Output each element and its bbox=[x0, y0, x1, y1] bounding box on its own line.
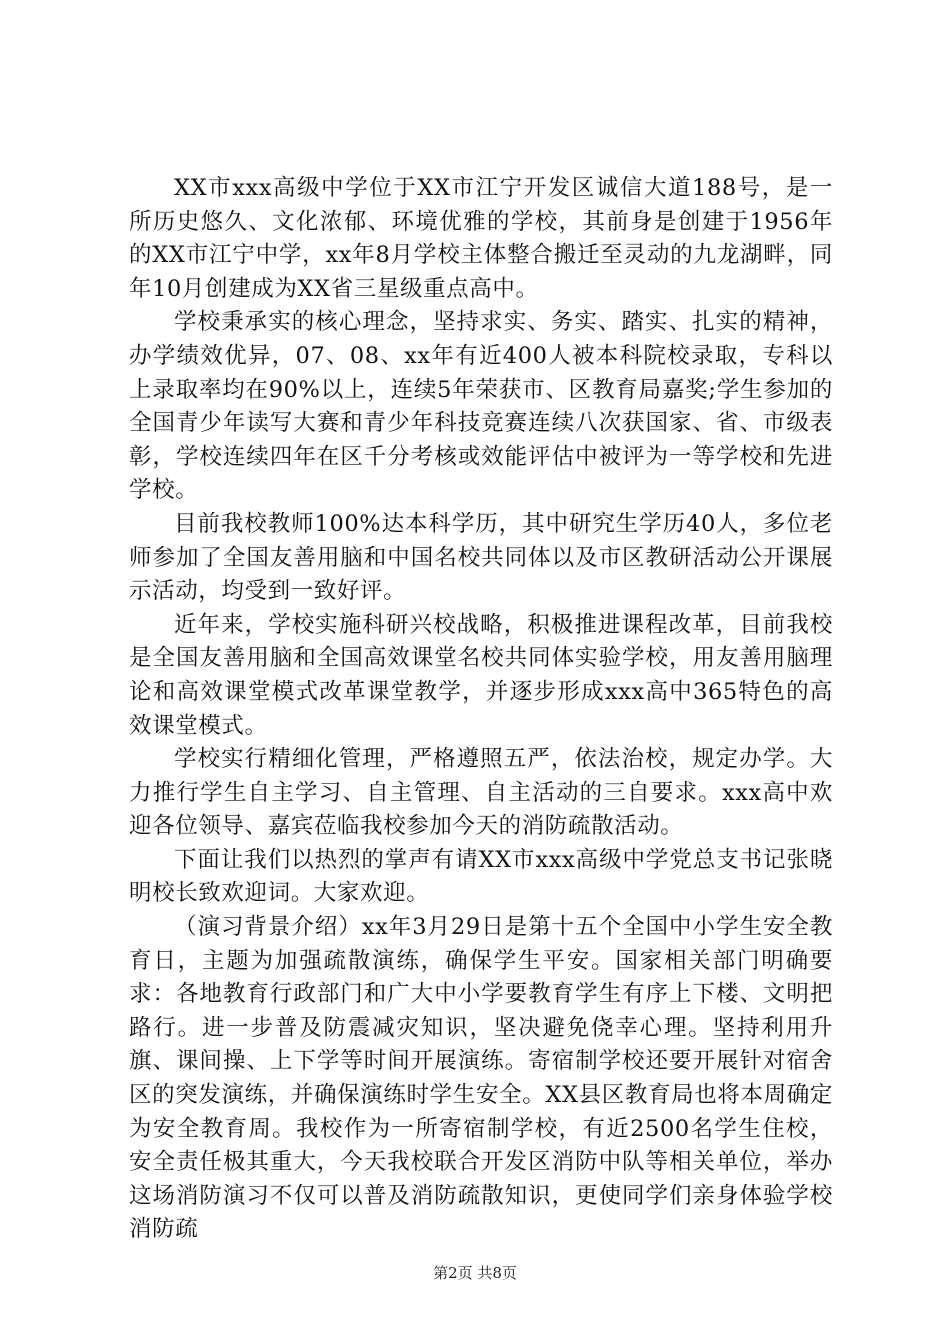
paragraph-school-intro: XX市xxx高级中学位于XX市江宁开发区诚信大道188号，是一所历史悠久、文化浓郁、环境优雅的学校，其前身是创建于1956年的XX市江宁中学，xx年8月学校主体整合搬迁至灵动的九龙湖畔，同年10月创建成为XX省三星级重点高中。 bbox=[129, 175, 833, 302]
paragraph-reform: 近年来，学校实施科研兴校战略，积极推进课程改革，目前我校是全国友善用脑和全国高效课堂名校共同体实验学校，用友善用脑理论和高效课堂模式改革课堂教学，并逐步形成xxx高中365特色的高效课堂模式。 bbox=[129, 611, 833, 739]
paragraph-drill-background: （演习背景介绍）xx年3月29日是第十五个全国中小学生安全教育日，主题为加强疏散演练，确保学生平安。国家相关部门明确要求：各地教育行政部门和广大中小学要教育学生有序上下楼、文明把路行。进一步普及防震减灾知识，坚决避免侥幸心理。坚持利用升旗、课间操、上下学等时间开展演练。寄宿制学校还要开展针对宿舍区的突发演练，并确保演练时学生安全。XX县区教育局也将本周确定为安全教育周。我校作为一所寄宿制学校，有近2500名学生住校，安全责任极其重大，今天我校联合开发区消防中队等相关单位，举办这场消防演习不仅可以普及消防疏散知识，更使同学们亲身体验学校消防疏 bbox=[129, 914, 833, 1243]
page-number-footer: 第2页 共8页 bbox=[433, 1264, 517, 1282]
paragraph-management: 学校实行精细化管理，严格遵照五严，依法治校，规定办学。大力推行学生自主学习、自主管理、自主活动的三自要求。xxx高中欢迎各位领导、嘉宾莅临我校参加今天的消防疏散活动。 bbox=[129, 746, 833, 840]
paragraph-invitation: 下面让我们以热烈的掌声有请XX市xxx高级中学党总支书记张晓明校长致欢迎词。大家欢迎。 bbox=[129, 846, 833, 907]
document-body bbox=[129, 172, 833, 1247]
paragraph-achievements: 学校秉承实的核心理念，坚持求实、务实、踏实、扎实的精神，办学绩效优异，07、08、xx年有近400人被本科院校录取，专科以上录取率均在90%以上，连续5年荣获市、区教育局嘉奖;学生参加的全国青少年读写大赛和青少年科技竞赛连续八次获国家、省、市级表彰，学校连续四年在区千分考核或效能评估中被评为一等学校和先进学校。 bbox=[129, 309, 833, 504]
paragraph-teachers: 目前我校教师100%达本科学历，其中研究生学历40人，多位老师参加了全国友善用脑和中国名校共同体以及市区教研活动公开课展示活动，均受到一致好评。 bbox=[129, 510, 833, 605]
